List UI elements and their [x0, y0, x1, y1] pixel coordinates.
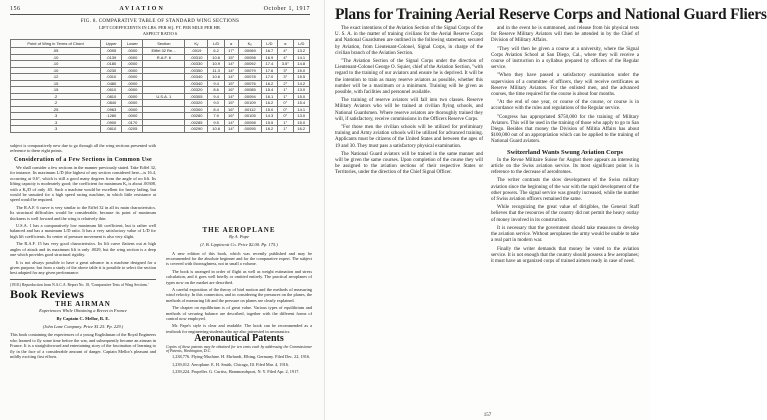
table-cell: 9.5 — [208, 119, 224, 126]
table-cell: .0230 — [101, 67, 122, 74]
table-cell: 7.9 — [208, 113, 224, 120]
table-header-cell: α — [224, 40, 238, 48]
table-cell: 15.4 — [261, 87, 277, 94]
review-publisher: (John Lane Company. Price $1.25. Pp. 229.) — [42, 324, 124, 330]
paragraph: While recognizing the great value of dirigibles, the General Staff believes that the resources of the country did not permit the heavy outlay of money involved in its construction. — [491, 205, 639, 223]
table-title: FIG. 8. COMPARATIVE TABLE OF STANDARD WING SECTIONS — [80, 19, 240, 24]
book-reviews-heading: Book Reviews — [10, 287, 85, 302]
aeroplane-paragraphs — [166, 251, 312, 335]
table-cell: .12 — [11, 74, 101, 81]
paragraph: "For those men the civilian schools will be utilized for preliminary training and Army aviation schools will be utilized for advanced training. Applicants must be citizens of the United States and between the ages of 19 and 30. They must pass a satisfactory physical examination. — [335, 125, 483, 149]
table-cell: 1° — [278, 87, 293, 94]
paragraph: Finally the writer demands that money be voted to the aviation service. It is not enough that the country should possess a few aeroplanes; it must have an organized corps of trained airmen ready in case of need. — [491, 246, 639, 264]
table-cell: .00109 — [238, 100, 261, 107]
table-cell: .0000 — [122, 100, 143, 107]
table-cell: R.A.F. 6 — [143, 54, 185, 61]
table-cell: 15° — [224, 54, 238, 61]
table-cell: 13.0 — [293, 113, 309, 120]
table-cell: .3 — [11, 113, 101, 120]
table-header-cell: L/D — [208, 40, 224, 48]
table-cell: .0310 — [101, 74, 122, 81]
paragraph: The book is arranged in order of flight as well as weight estimation and stress calculation, and it goes well briefly or omitted entirely. The practical aeroplanes of types now on the market are described. — [166, 268, 312, 285]
table-header-cell: L/D — [293, 40, 309, 48]
table-cell: .0900 — [101, 119, 122, 126]
table-cell: .15 — [11, 80, 101, 87]
paragraph: "The Aviation Section of the Signal Corps under the direction of Lieutenant-Colonel George O. Squier, chief of the Aviation Section, "with regard to the training of our aviators and ensure he is deprived. It will be the intention to train as many reserve aviators as possible, whether this number will be a maximum or a minimum. Training will be given as possible, with facilities and personnel available. — [335, 59, 484, 96]
table-cell: 14° — [224, 93, 238, 100]
paragraph: "They will then be given a course at a university, where the Signal Corps Aviation School at San Diego, Cal., where they will receive a course of instruction in a syllabus prepared by officers of the Regular service. — [491, 46, 639, 71]
table-cell: .00330 — [185, 61, 208, 68]
table-cell: 15° — [224, 100, 238, 107]
table-cell: 0° — [278, 113, 293, 120]
table-cell: .00305 — [185, 93, 208, 100]
aeroplane-heading: THE AEROPLANE — [202, 226, 276, 234]
table-cell: 10.6 — [208, 54, 224, 61]
training-paragraphs — [335, 26, 483, 177]
table-cell: .0810 — [101, 93, 122, 100]
table-cell: .0000 — [122, 87, 143, 94]
table-cell: 3° — [278, 67, 293, 74]
table-cell: 14° — [224, 74, 238, 81]
paragraph: 1,239,224. Propeller. G. Curtiss, Hammondsport, N. Y. Filed Apr. 2, 1917. — [172, 368, 300, 374]
paragraph: "When they have passed a satisfactory examination under the supervision of a committee of officers, they will receive certificates as Reserve Military Aviators. For the enlisted men, and the advanced courses, the time required for the course is about four months. — [491, 73, 639, 98]
table-cell: .00092 — [238, 61, 261, 68]
table-cell: 14.3 — [261, 113, 277, 120]
issue-date: October 1, 1917 — [263, 6, 310, 12]
table-cell: .0095 — [101, 48, 122, 55]
table-cell: .3 — [11, 119, 101, 126]
paragraph: The National Guard aviators will be trained in the same manner and will be given the same courses. Upon completion of the course they will be assigned to the aviation sections of their respective States or Territories, under the direction of the Chief Signal Officer. — [335, 151, 483, 176]
review-title: THE AIRMAN — [55, 299, 111, 308]
table-cell: 15.0 — [293, 93, 309, 100]
table-cell: 3° — [278, 74, 293, 81]
table-cell: 16.1 — [261, 93, 277, 100]
table-header-cell: Section — [143, 40, 185, 48]
table-cell — [143, 126, 185, 133]
table-cell: 17° — [224, 48, 238, 55]
table-cell: .00069 — [238, 48, 261, 55]
paragraph: A new edition of this book, which was recently published and may be recommended for the absolute beginner and for the comparative expert. The subject is covered with thoroughness, not in small a volume. — [166, 250, 312, 267]
table-cell: .2 — [11, 100, 101, 107]
table-subtitle: LIFT COEFFICIENTS IN LBS. PER SQ. FT. PER MILE PER HR. — [98, 25, 222, 30]
page-number: 156 — [10, 6, 21, 12]
table-cell: 2° — [278, 80, 293, 87]
table-cell: .00079 — [238, 67, 261, 74]
table-header-row — [11, 40, 310, 48]
paragraph: The exact intentions of the Aviation Section of the Signal Corps of the U. S. A. in the matter of training civilians for the Aerial Reserve Corps and National Guardsmen are outlined in the following statement, secured by Aviation, from Lieutenant-Colonel, Signal Corps, in charge of the civilian branch of the Aviation Section. — [335, 26, 483, 56]
table-cell: 14° — [224, 67, 238, 74]
table-cell: .05 — [11, 48, 101, 55]
table-cell: 9.4 — [208, 93, 224, 100]
footnote: (1918.) Reproduction from N.A.C.A. Report No. 18, 'Comparative Tests of Wing Sections.' — [10, 282, 149, 287]
table-cell: .0000 — [122, 93, 143, 100]
table-cell: .0840 — [101, 100, 122, 107]
table-cell: 16.9 — [261, 54, 277, 61]
table-cell: .00076 — [238, 80, 261, 87]
paragraph: and in the event he is summoned, and release from his physical tests for Reserve Military Aviators will then be attended in by the Chief of Division of Military Affairs. — [491, 26, 639, 44]
table-cell: 4° — [278, 48, 293, 55]
right-page-number: 157 — [483, 413, 492, 418]
table-cell: .0810 — [101, 126, 122, 133]
table-cell: 0° — [278, 100, 293, 107]
table-header-cell: Kᵧ — [238, 40, 261, 48]
table-cell: .1280 — [101, 113, 122, 120]
paragraph: The chapter on equilibrium is of great value. Various types of equilibrium and methods of securing balance are described, together with the different forms of control now employed. — [166, 305, 312, 322]
table-cell: 16.7 — [261, 48, 277, 55]
left-column — [10, 143, 156, 359]
table-cell: .0000 — [122, 61, 143, 68]
paragraph: In the Revue Militaire Suisse for August there appears an interesting article on the Swiss aviation service. Its most significant point is in reference to the decrease of aerodromes. — [491, 157, 639, 176]
table-cell: 14.2 — [293, 80, 309, 87]
table-cell: .00105 — [238, 113, 261, 120]
table-cell: 16° — [224, 87, 238, 94]
table-cell: .00290 — [185, 126, 208, 133]
paragraph: We shall consider a few sections in the manner previously stated. Take Eiffel 32, for instance. Its maximum L/D (the highest of any section considered here—is 16.4, occurring at 0.6°, which is still a good many degrees from the angle of no lift. Its lifting capacity is moderately good; the coefficient for maximum Kᵧ is about .00308, with a Kᵧ/D of only .65. Such a machine would be excellent for heavy lading, but would be unsuited for a high speed racing machine, in which little resistance at speed would be required. — [10, 165, 156, 203]
table-cell: .10 — [11, 54, 101, 61]
table-cell: 3.5° — [278, 61, 293, 68]
paragraph: "Congress has appropriated $750,000 for the training of Military Aviators. This will be used in the training of those who apply to go to San Diego. Besides that money the Division of Militia Affairs has about $100,000 out of an appropriation which can be applied to the training of National Guard aviators. — [491, 114, 639, 145]
table-cell: .0019 — [185, 48, 208, 55]
table-cell: 6.2 — [208, 48, 224, 55]
patent-list — [166, 354, 312, 374]
table-cell: .0000 — [122, 106, 143, 113]
table-cell: .0963 — [101, 106, 122, 113]
table-cell: .2 — [11, 93, 101, 100]
aeroplane-byline: By A. Pape — [228, 234, 250, 240]
table-cell: 1° — [278, 119, 293, 126]
table-header-cell: α — [278, 40, 293, 48]
table-cell: .0000 — [122, 113, 143, 120]
table-row — [11, 126, 310, 133]
article-paragraphs — [10, 165, 156, 276]
table-cell: 0° — [278, 106, 293, 113]
table-cell: .00095 — [238, 126, 261, 133]
training-paragraphs-continued — [491, 26, 639, 146]
table-cell: .10 — [11, 67, 101, 74]
table-cell: .0610 — [101, 87, 122, 94]
table-cell: 14° — [224, 61, 238, 68]
table-cell: .0180 — [101, 61, 122, 68]
table-cell: 14.1 — [293, 54, 309, 61]
paragraph: It is not always possible to have a great advance in a machine designed for a given purpose, but from a study of the above table it is possible to select the section best adapted for any given performance. — [10, 259, 156, 276]
table-cell: .0480 — [101, 80, 122, 87]
table-header-cell: Kᵧ — [185, 40, 208, 48]
table-cell: 17.6 — [261, 67, 277, 74]
table-cell: 10.6 — [208, 126, 224, 133]
table-cell: Eiffel 32 Re… — [143, 48, 185, 55]
table-header-cell: Lower — [122, 40, 143, 48]
review-text: This book containing the experiences of a young Englishman of the Royal Engineers who learned to fly some time before the war, and subsequently became an airman in France. It is a straightforward and entertaining story of the fascination of learning to fly in the face of a considerable amount of danger. Captain Mellor's pleasant and mildly exciting first efforts. — [10, 332, 156, 359]
table-cell: .00310 — [185, 54, 208, 61]
table-cell: U.S.A. 1 — [143, 93, 185, 100]
running-title: AVIATION — [119, 6, 165, 12]
table-cell: .15 — [11, 87, 101, 94]
table-cell: .3 — [11, 126, 101, 133]
aeroplane-publisher: (J. B. Lippincott Co. Price $2.00. Pp. 175.) — [200, 242, 278, 248]
right-page-left-column — [335, 26, 483, 179]
table-cell: 17.0 — [261, 74, 277, 81]
patents-heading: Aeronautical Patents — [194, 333, 284, 345]
table-cell: 14.8 — [293, 61, 309, 68]
table-cell: .0000 — [122, 48, 143, 55]
running-head — [10, 6, 310, 15]
table-cell: 11.3 — [208, 67, 224, 74]
table-cell: 16° — [224, 113, 238, 120]
table-cell: .00078 — [238, 74, 261, 81]
table-cell: 16.2 — [293, 126, 309, 133]
table-cell: .0000 — [122, 80, 143, 87]
table-header-cell: Upper — [101, 40, 122, 48]
table-cell: 10.6 — [208, 74, 224, 81]
table-cell: 9.4 — [208, 80, 224, 87]
table-cell: 8.6 — [208, 87, 224, 94]
table-cell: .00280 — [185, 113, 208, 120]
table-cell: .00085 — [238, 87, 261, 94]
table-cell: 16° — [224, 106, 238, 113]
table-cell: .0139 — [101, 54, 122, 61]
table-cell: .00098 — [238, 119, 261, 126]
paragraph: U.S.A. 1 has a comparatively low maximum lift coefficient, but is rather well balanced and has a maximum L/D ratio. It has a very satisfactory value of L/D for high lift coefficients. Its center of pressure movement is also very slight. — [10, 223, 156, 239]
table-cell: 14° — [224, 119, 238, 126]
paragraph: It is necessary that the government should take measures to develop the aviation service. Without aeroplanes the army would be unable to take a real part in modern war. — [491, 225, 639, 244]
table-cell: .0170 — [122, 119, 143, 126]
table-header-cell: L/D — [261, 40, 277, 48]
table-cell: .10 — [11, 61, 101, 68]
table-header-cell: Point of Wing in Terms of Chord — [11, 40, 101, 48]
table-cell: 8.4 — [208, 106, 224, 113]
table-cell: 14.1 — [293, 106, 309, 113]
table-cell: 10.9 — [208, 61, 224, 68]
paragraph: Mr. Pape's style is clear and readable. The book can be recommended as a textbook for engineering students who are also interested in aeronautics. — [166, 323, 312, 334]
table-cell: 13.0 — [293, 87, 309, 94]
right-page-right-column — [491, 26, 639, 267]
table-cell: .0000 — [122, 67, 143, 74]
table-body — [11, 48, 310, 133]
left-page-right-column — [166, 224, 312, 376]
table-cell: 13.2 — [293, 48, 309, 55]
section-heading: Consideration of a Few Sections in Common Use — [14, 156, 152, 163]
table-cell: 15.0 — [293, 119, 309, 126]
table-cell: .00094 — [238, 93, 261, 100]
table-cell: .00285 — [185, 119, 208, 126]
table-cell: 16.2 — [261, 126, 277, 133]
table-cell: .00098 — [238, 54, 261, 61]
table-cell: 15.0 — [293, 67, 309, 74]
article-title: Plans for Training Aerial Reserve Corps and National Guard Fliers — [335, 6, 767, 23]
table-cell: 16.2 — [261, 100, 277, 107]
review-author: By Captain C. Mellor, R. E. — [56, 315, 110, 321]
paragraph: "At the end of one year, or course of the course, or course is in accordance with the rules and regulations of the Regular service. — [491, 100, 639, 112]
table-cell: 1° — [278, 93, 293, 100]
table-cell: 4° — [278, 54, 293, 61]
wing-section-table — [10, 39, 310, 133]
table-cell: 9.0 — [208, 100, 224, 107]
table-cell: 15° — [224, 80, 238, 87]
table-cell: .00320 — [185, 87, 208, 94]
table-cell: 1° — [278, 126, 293, 133]
table-cell: .00340 — [185, 74, 208, 81]
intro-text: subject is comparatively new due to go through all the wing sections presented with reference to these eight points. — [10, 143, 156, 154]
table-subtitle-2: ASPECT RATIO 6 — [142, 31, 178, 36]
patents-intro: Copies of these patents may be obtained for ten cents each by addressing the Commissioner of Patents, Washington, D.C. — [166, 344, 312, 354]
table-cell: 16.2 — [261, 80, 277, 87]
paragraph: A careful exposition of the theory of bird motion and the methods of measuring wind velocity. In this connection, and in considering the pressures on the planes, the methods of measuring lift and the pressure on planes are clearly explained. — [166, 287, 312, 303]
table-cell: .00320 — [185, 100, 208, 107]
table-cell: 15.5 — [293, 74, 309, 81]
paragraph: The writer contrasts the slow development of the Swiss military aviation since the beginning of the war with the rapid development of the other powers. The signal service was greatly increased, while the number of Swiss aviation officers remained the same. — [491, 178, 639, 203]
table-cell: .25 — [11, 106, 101, 113]
table-cell: .0000 — [122, 74, 143, 81]
table-cell: .00300 — [185, 106, 208, 113]
table-cell: .0000 — [122, 54, 143, 61]
footnote-rule — [10, 279, 156, 280]
table-cell: .00112 — [238, 106, 261, 113]
paragraph: The training of reserve aviators will fall into two classes. Reserve Military Aviators who will be trained at civilian flying schools, and National Guardsmen. Where reserve aviators are thoroughly trained they will, if satisfactory, receive commissions in the Officers Reserve Corps. — [335, 98, 483, 122]
review-subtitle: Experiences While Obtaining a Brevet in France — [39, 307, 127, 313]
table-cell: .0205 — [122, 126, 143, 133]
swiss-heading: Switzerland Wants Swung Aviation Corps — [506, 148, 624, 156]
table-cell: 15.0 — [261, 106, 277, 113]
right-page — [325, 0, 767, 420]
table-cell: 15.4 — [293, 100, 309, 107]
paragraph: 1,239,012. Aeroplane. E. H. Smith, Chicago, Ill. Filed Mar. 4, 1916. — [172, 361, 289, 367]
table-cell: .00340 — [185, 80, 208, 87]
left-page — [0, 0, 325, 420]
table-cell: .00350 — [185, 67, 208, 74]
paragraph: The R.A.F. 15 has very good characteristics. Its lift curve flattens out at high angles of attack and its maximum lift is only .0029, but the wing section is a deep one which provides good structural rigidity. — [10, 241, 156, 258]
table-cell: 14° — [224, 126, 238, 133]
swiss-paragraphs — [491, 158, 639, 265]
paragraph: The R.A.F. 6 curve is very similar to the Eiffel 32 in all its main characteristics. Its structural difficulties would be considerable, because its point of maximum thickness is well forward and the wing is relatively thin. — [10, 204, 156, 221]
table-cell: 17.4 — [261, 61, 277, 68]
paragraph: 1,238,776. Flying-Machine. H. Ehrhardt, Elbing, Germany. Filed Dec. 22, 1916. — [172, 354, 311, 360]
table-cell: 15.5 — [261, 119, 277, 126]
